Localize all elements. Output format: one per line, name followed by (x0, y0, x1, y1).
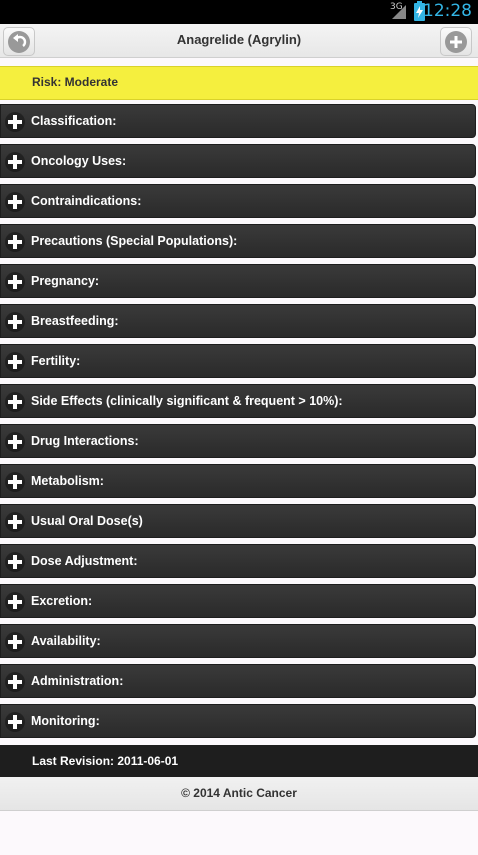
section-label: Dose Adjustment: (31, 554, 138, 568)
network-type: 3G (390, 2, 403, 12)
section-classification[interactable] (0, 104, 476, 138)
section-label: Metabolism: (31, 474, 104, 488)
plus-icon (5, 472, 25, 492)
plus-circle-icon (445, 31, 467, 53)
section-label: Availability: (31, 634, 101, 648)
section-label: Classification: (31, 114, 117, 128)
last-revision-label: Last Revision: 2011-06-01 (32, 754, 179, 768)
section-administration[interactable] (0, 664, 476, 698)
section-contraindications[interactable] (0, 184, 476, 218)
section-label: Breastfeeding: (31, 314, 119, 328)
plus-icon (5, 432, 25, 452)
section-oncology-uses[interactable] (0, 144, 476, 178)
plus-icon (5, 312, 25, 332)
section-availability[interactable] (0, 624, 476, 658)
plus-icon (5, 512, 25, 532)
page-title: Anagrelide (Agrylin) (176, 32, 302, 47)
plus-icon (5, 552, 25, 572)
section-label: Usual Oral Dose(s) (31, 514, 143, 528)
section-usual-oral-dose[interactable] (0, 504, 476, 538)
clock: 12:28 (423, 1, 472, 21)
section-label: Monitoring: (31, 714, 100, 728)
section-label: Side Effects (clinically significant & frequent > 10%): (31, 394, 343, 408)
section-label: Excretion: (31, 594, 93, 608)
plus-icon (5, 272, 25, 292)
section-label: Contraindications: (31, 194, 142, 208)
section-side-effects[interactable] (0, 384, 476, 418)
section-dose-adjustment[interactable] (0, 544, 476, 578)
risk-label: Risk: Moderate (32, 75, 119, 89)
plus-icon (5, 352, 25, 372)
section-label: Pregnancy: (31, 274, 100, 288)
app-header (0, 24, 478, 58)
add-button[interactable] (440, 27, 472, 56)
section-label: Oncology Uses: (31, 154, 127, 168)
plus-icon (5, 712, 25, 732)
copyright-text: © 2014 Antic Cancer (181, 786, 297, 800)
section-metabolism[interactable] (0, 464, 476, 498)
plus-icon (5, 592, 25, 612)
section-fertility[interactable] (0, 344, 476, 378)
signal-icon (392, 5, 406, 19)
plus-icon (5, 232, 25, 252)
section-precautions[interactable] (0, 224, 476, 258)
section-breastfeeding[interactable] (0, 304, 476, 338)
footer (0, 777, 478, 811)
plus-icon (5, 392, 25, 412)
section-pregnancy[interactable] (0, 264, 476, 298)
section-label: Administration: (31, 674, 124, 688)
section-monitoring[interactable] (0, 704, 476, 738)
section-drug-interactions[interactable] (0, 424, 476, 458)
plus-icon (5, 672, 25, 692)
last-revision-bar (0, 745, 478, 777)
risk-banner (0, 66, 478, 100)
plus-icon (5, 192, 25, 212)
section-excretion[interactable] (0, 584, 476, 618)
section-label: Drug Interactions: (31, 434, 139, 448)
plus-icon (5, 112, 25, 132)
plus-icon (5, 632, 25, 652)
collapsible-sections (0, 104, 478, 744)
section-label: Precautions (Special Populations): (31, 234, 238, 248)
status-bar (0, 0, 478, 24)
plus-icon (5, 152, 25, 172)
section-label: Fertility: (31, 354, 81, 368)
